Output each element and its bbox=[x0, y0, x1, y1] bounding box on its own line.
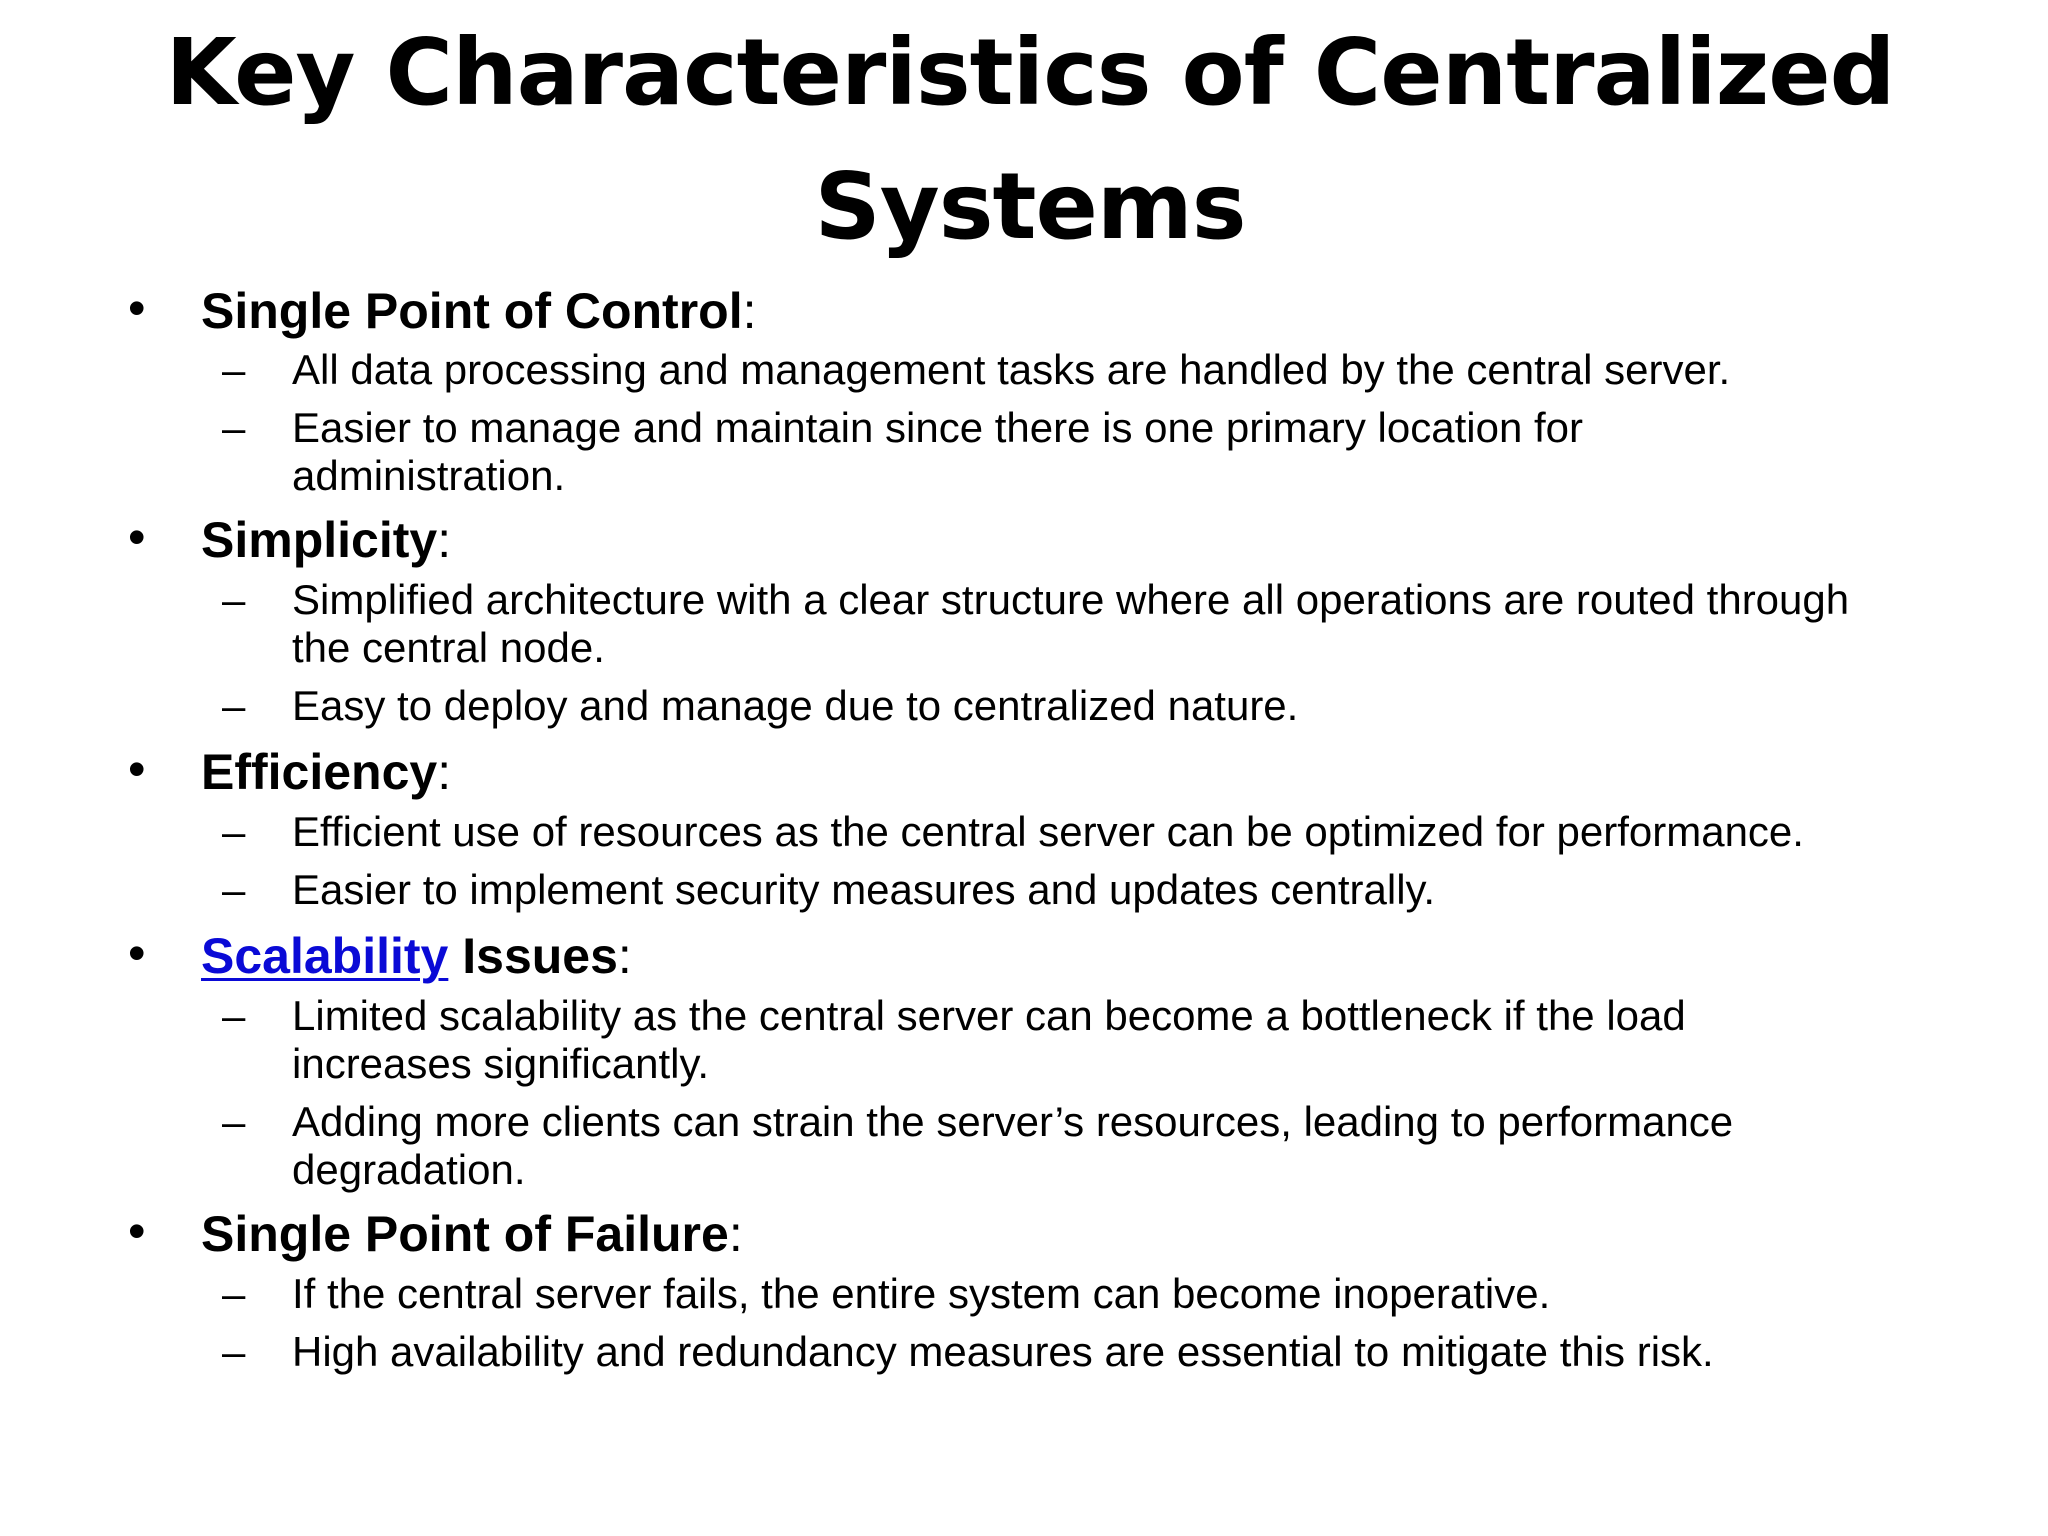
dash-marker: – bbox=[222, 576, 246, 623]
bullet-marker: • bbox=[128, 280, 146, 336]
section-heading-bold: Efficiency bbox=[201, 744, 438, 800]
dash-marker: – bbox=[222, 992, 246, 1039]
sub-point: Adding more clients can strain the server’s resources, leading to performance degradation. bbox=[292, 1098, 1734, 1193]
section-heading-bold: Simplicity bbox=[201, 512, 438, 568]
sub-point: Easy to deploy and manage due to centralized nature. bbox=[292, 682, 1299, 729]
dash-marker: – bbox=[222, 808, 246, 855]
dash-marker: – bbox=[222, 1328, 246, 1375]
sub-point: High availability and redundancy measures are essential to mitigate this risk. bbox=[292, 1328, 1714, 1375]
section-heading-bold: Issues bbox=[462, 928, 618, 984]
bullet-marker: • bbox=[128, 925, 146, 981]
sub-point: Simplified architecture with a clear structure where all operations are routed through the central node. bbox=[292, 576, 1850, 671]
sub-point: Easier to manage and maintain since there is one primary location for administration. bbox=[292, 404, 1584, 499]
section-heading-colon: : bbox=[437, 744, 452, 800]
section-heading-bold: Single Point of Control bbox=[201, 283, 743, 339]
sub-point: If the central server fails, the entire system can become inoperative. bbox=[292, 1270, 1551, 1317]
dash-marker: – bbox=[222, 866, 246, 913]
scalability-link[interactable]: Scalability bbox=[201, 928, 449, 984]
dash-marker: – bbox=[222, 1270, 246, 1317]
sub-point: Efficient use of resources as the central server can be optimized for performance. bbox=[292, 808, 1804, 855]
slide-title: Key Characteristics of Centralized Systems bbox=[165, 19, 1895, 260]
dash-marker: – bbox=[222, 1098, 246, 1145]
section-heading bbox=[201, 512, 451, 568]
bullet-marker: • bbox=[128, 741, 146, 797]
section-heading-colon: : bbox=[728, 1206, 743, 1262]
section-heading bbox=[201, 744, 451, 800]
section-heading bbox=[201, 1206, 743, 1262]
section-heading-bold: Single Point of Failure bbox=[201, 1206, 729, 1262]
bullet-marker: • bbox=[128, 1203, 146, 1259]
bullet-marker: • bbox=[128, 509, 146, 565]
section-heading-colon: : bbox=[617, 928, 632, 984]
sub-point: Easier to implement security measures and updates centrally. bbox=[292, 866, 1436, 913]
section-heading-colon: : bbox=[437, 512, 452, 568]
dash-marker: – bbox=[222, 682, 246, 729]
section-heading bbox=[201, 283, 757, 339]
sub-point: Limited scalability as the central server can become a bottleneck if the load increases significantly. bbox=[292, 992, 1686, 1087]
section-heading bbox=[201, 928, 632, 984]
sub-point: All data processing and management tasks are handled by the central server. bbox=[292, 346, 1731, 393]
section-heading-colon: : bbox=[742, 283, 757, 339]
dash-marker: – bbox=[222, 404, 246, 451]
dash-marker: – bbox=[222, 346, 246, 393]
